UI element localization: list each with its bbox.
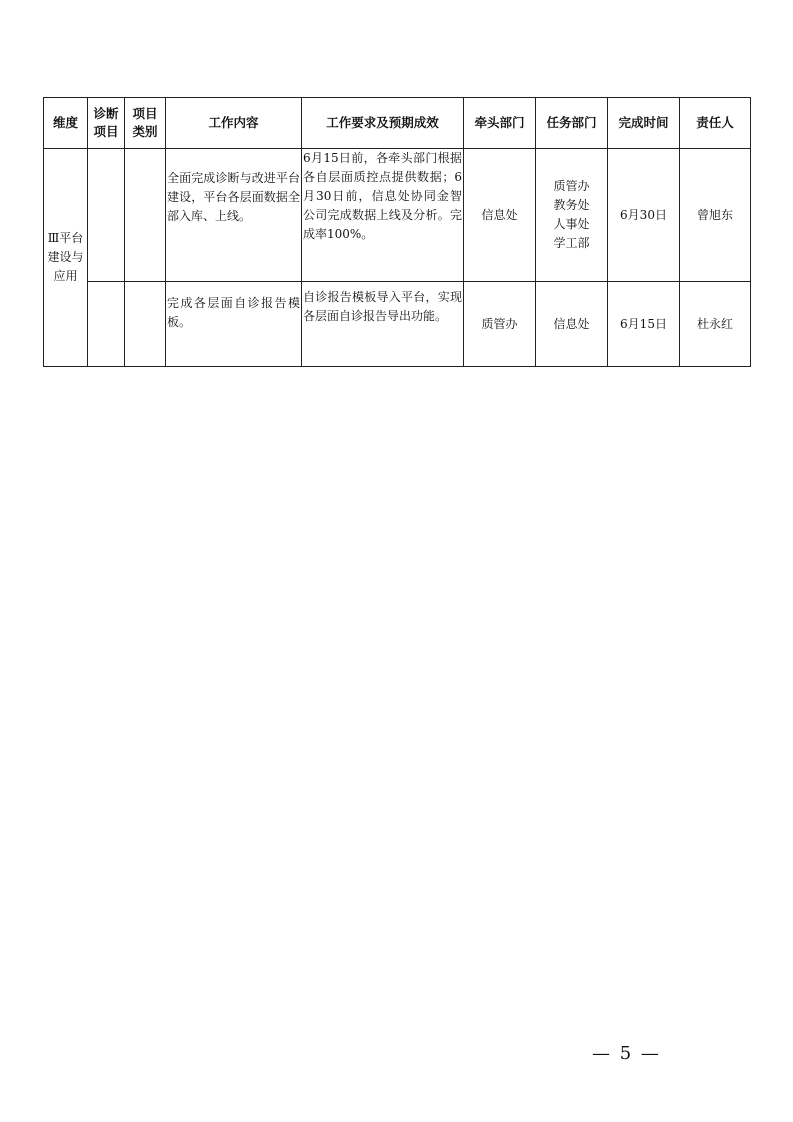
work-plan-table <box>43 97 751 367</box>
deadline-cell: 6月15日 <box>608 282 680 367</box>
task-dept-cell <box>536 149 608 282</box>
dimension-cell <box>44 149 88 367</box>
task-dept-cell: 信息处 <box>536 282 608 367</box>
header-deadline: 完成时间 <box>608 98 680 149</box>
requirements-cell: 自诊报告模板导入平台，实现各层面自诊报告导出功能。 <box>302 282 464 367</box>
requirements-cell: 6月15日前，各牵头部门根据各自层面质控点提供数据；6月30日前，信息处协同金智公司完成数据上线及分析。完成率100%。 <box>302 149 464 282</box>
header-diag-project <box>88 98 125 149</box>
work-content-cell: 完成各层面自诊报告模板。 <box>166 282 302 367</box>
task-dept-item: 学工部 <box>553 236 590 250</box>
project-type-cell <box>125 282 166 367</box>
diag-project-cell <box>88 282 125 367</box>
table-row <box>44 149 751 282</box>
dimension-line: 建设与 <box>47 250 84 264</box>
table-row <box>44 282 751 367</box>
header-diag-project-line2: 项目 <box>93 124 119 139</box>
header-lead-dept: 牵头部门 <box>464 98 536 149</box>
dimension-line: Ⅲ平台 <box>47 231 84 245</box>
task-dept-item: 教务处 <box>553 198 590 212</box>
task-dept-item: 人事处 <box>553 217 590 231</box>
deadline-cell: 6月30日 <box>608 149 680 282</box>
header-requirements: 工作要求及预期成效 <box>302 98 464 149</box>
header-work-content: 工作内容 <box>166 98 302 149</box>
diag-project-cell <box>88 149 125 282</box>
header-diag-project-line1: 诊断 <box>93 106 119 121</box>
header-project-type <box>125 98 166 149</box>
header-owner: 责任人 <box>680 98 751 149</box>
dimension-line: 应用 <box>53 269 78 283</box>
header-task-dept: 任务部门 <box>536 98 608 149</box>
project-type-cell <box>125 149 166 282</box>
header-project-type-line2: 类别 <box>132 124 158 139</box>
owner-cell: 曾旭东 <box>680 149 751 282</box>
header-project-type-line1: 项目 <box>132 106 158 121</box>
lead-dept-cell: 信息处 <box>464 149 536 282</box>
header-dimension: 维度 <box>44 98 88 149</box>
page-number: — 5 — <box>592 1043 661 1064</box>
work-content-cell: 全面完成诊断与改进平台建设，平台各层面数据全部入库、上线。 <box>166 149 302 282</box>
task-dept-item: 质管办 <box>553 179 590 193</box>
owner-cell: 杜永红 <box>680 282 751 367</box>
table-header-row <box>44 98 751 149</box>
lead-dept-cell: 质管办 <box>464 282 536 367</box>
